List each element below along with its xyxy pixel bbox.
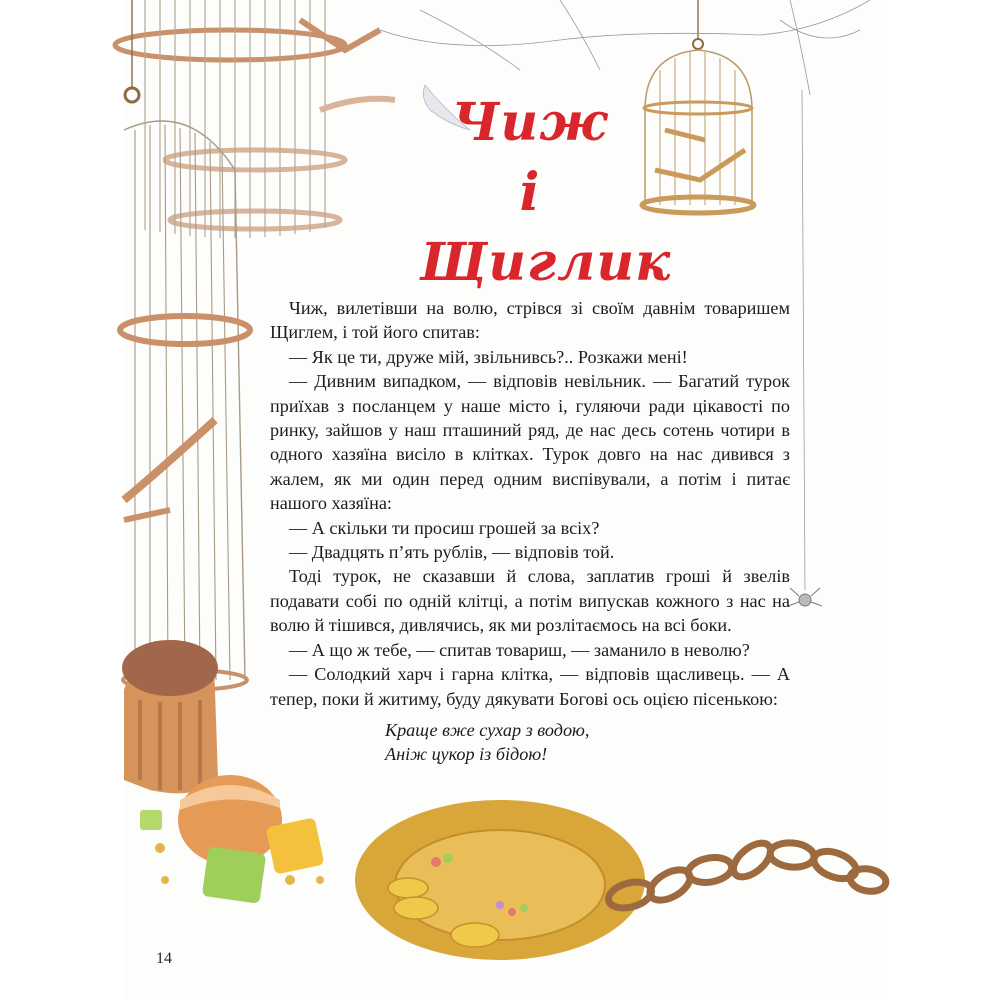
verse xyxy=(385,718,589,767)
paragraph: — А скільки ти просиш грошей за всіх? xyxy=(289,517,600,538)
story-title xyxy=(420,88,672,298)
chain-illustration xyxy=(606,837,888,913)
story-text xyxy=(270,296,790,711)
spider-illustration xyxy=(788,588,822,606)
page-number: 14 xyxy=(156,950,172,967)
paragraph: Чиж, вилетівши на волю, стрівся зі своїм давнім товаришем Щиглем, і той його спитав: xyxy=(270,298,790,343)
paragraph: — А що ж тебе, — спитав товариш, — заманило в неволю? xyxy=(289,639,750,660)
paragraph: — Солодкий харч і гарна клітка, — відповів щасливець. — А тепер, поки й житиму, буду дякувати Богові ось оцією пісенькою: xyxy=(270,664,790,709)
hanging-cages-illustration xyxy=(115,0,395,238)
paragraph: Тоді турок, не сказавши й слова, заплатив гроші й звелів подавати собі по одній клітці, а потім випускав кожного з нас на волю й тішився, дивлячись, як ми розлітаємось на всі боки. xyxy=(270,566,790,636)
small-cage-illustration xyxy=(642,0,754,213)
gold-plate-illustration xyxy=(355,800,645,960)
verse-line: Краще вже сухар з водою, xyxy=(385,720,590,740)
paragraph: — Дивним випадком, — відповів невільник. — Багатий турок приїхав з посланцем у наше місто і, гуляючи ради цікавості по ринку, зайшов у наш пташиний ряд, де нас десь сотень чотири в одного хазяїна висіло в клітках. Турок довго на нас дивився з жалем, як ми один перед одним виспівували, а потім і питає нашого хазяїна: xyxy=(270,371,790,514)
story-title-line-2: і Щиглик xyxy=(420,162,672,293)
verse-line: Аніж цукор із бідою! xyxy=(385,744,548,765)
story-title-line-1: Чиж xyxy=(451,92,609,153)
paragraph: — Двадцять п’ять рублів, — відповів той. xyxy=(289,542,615,563)
paragraph: — Як це ти, друже мій, звільнивсь?.. Розкажи мені! xyxy=(289,346,688,367)
large-cage-illustration xyxy=(120,0,250,690)
